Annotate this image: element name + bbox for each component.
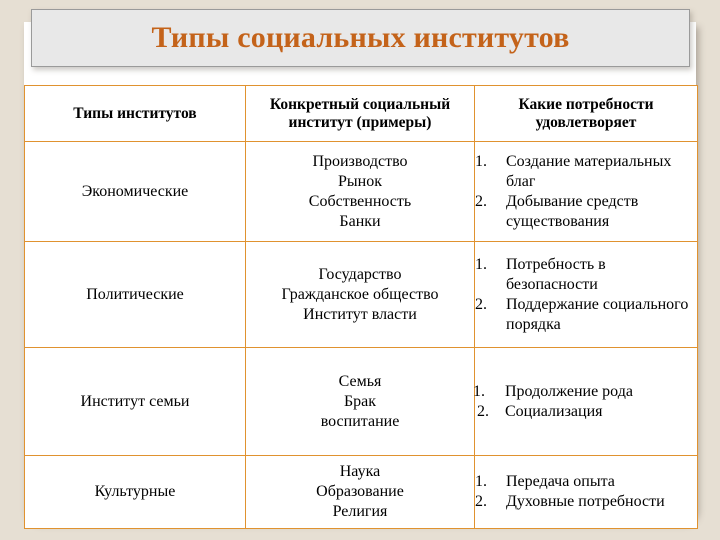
table-row	[25, 242, 698, 348]
example-item: Собственность	[308, 192, 412, 210]
needs-list-number: 1.	[475, 473, 487, 490]
needs-list-item	[475, 492, 697, 512]
example-item: Гражданское общество	[281, 285, 439, 303]
example-item: Религия	[332, 503, 388, 520]
needs-list-number: 2.	[477, 402, 489, 420]
cell-needs	[475, 142, 698, 242]
needs-list-text: Духовные потребности	[506, 493, 665, 510]
needs-list-number: 2.	[475, 493, 487, 510]
needs-list-item	[475, 472, 697, 492]
cell-institution-examples	[246, 242, 475, 348]
column-header-examples-line1: Конкретный социальный	[269, 95, 451, 113]
needs-list-text: Социализация	[505, 402, 603, 420]
column-header-examples	[246, 86, 475, 142]
cell-needs	[475, 242, 698, 348]
cell-institution-type	[25, 348, 246, 456]
example-item: Образование	[316, 483, 404, 500]
cell-needs	[475, 456, 698, 529]
needs-list-text: Поддержание социального порядка	[506, 295, 689, 333]
needs-list-text: Передача опыта	[506, 473, 615, 490]
column-header-needs-line2: удовлетворяет	[535, 113, 637, 131]
institution-type-label: Институт семьи	[80, 392, 190, 410]
table-row	[25, 142, 698, 242]
needs-list-text: Потребность в безопасности	[506, 255, 606, 293]
table-row	[25, 348, 698, 456]
example-item: Банки	[339, 212, 381, 230]
table-row	[25, 456, 698, 529]
institution-type-label: Культурные	[94, 483, 176, 501]
needs-list	[475, 255, 697, 335]
cell-institution-type	[25, 456, 246, 529]
example-item: Брак	[343, 392, 377, 410]
needs-list-item	[475, 295, 697, 335]
needs-list-item	[475, 402, 697, 422]
cell-institution-examples	[246, 456, 475, 529]
needs-list-item	[475, 152, 697, 192]
table-header-row	[25, 86, 698, 142]
needs-list-item	[475, 382, 697, 402]
page-title: Типы социальных институтов	[151, 21, 570, 54]
example-item: Рынок	[338, 172, 382, 190]
column-header-needs-line1: Какие потребности	[518, 95, 654, 113]
needs-list-number: 1.	[473, 382, 485, 400]
column-header-examples-line2: институт (примеры)	[288, 113, 432, 131]
cell-institution-type	[25, 242, 246, 348]
needs-list-text: Продолжение рода	[505, 382, 633, 400]
example-item: Семья	[338, 372, 382, 390]
needs-list-text: Добывание средств существования	[506, 192, 639, 230]
example-item: Наука	[339, 463, 381, 480]
cell-institution-examples	[246, 142, 475, 242]
needs-list-number: 2.	[475, 192, 487, 210]
needs-list-text: Создание материальных благ	[506, 152, 672, 190]
needs-list-item	[475, 192, 697, 232]
column-header-types	[25, 86, 246, 142]
cell-institution-type	[25, 142, 246, 242]
slide-title-box	[31, 9, 690, 67]
needs-list-number: 2.	[475, 295, 487, 313]
needs-list-item	[475, 255, 697, 295]
column-header-types-line1: Типы институтов	[73, 104, 197, 122]
social-institutions-table	[24, 85, 698, 529]
institution-type-label: Экономические	[81, 182, 189, 200]
example-item: Государство	[318, 265, 402, 283]
column-header-needs	[475, 86, 698, 142]
example-item: Институт власти	[303, 305, 417, 323]
example-item: воспитание	[320, 412, 400, 430]
needs-list-number: 1.	[475, 152, 487, 170]
needs-list	[475, 152, 697, 232]
needs-list	[475, 472, 697, 512]
needs-list	[475, 382, 697, 422]
cell-institution-examples	[246, 348, 475, 456]
institution-type-label: Политические	[86, 285, 184, 303]
needs-list-number: 1.	[475, 255, 487, 273]
example-item: Производство	[312, 152, 408, 170]
cell-needs	[475, 348, 698, 456]
